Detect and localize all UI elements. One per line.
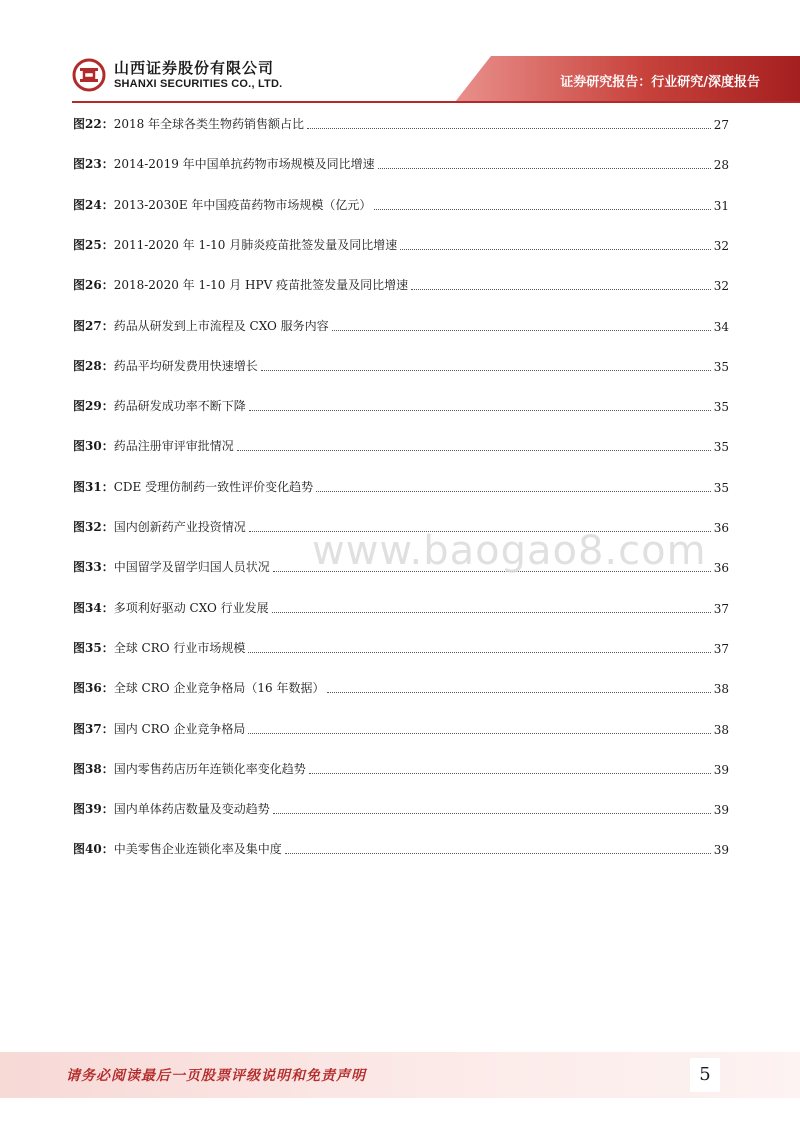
toc-entry-title — [73, 639, 245, 656]
toc-entry-label: 图38： — [73, 761, 114, 776]
toc-entry-text: 多项利好驱动 CXO 行业发展 — [113, 600, 269, 615]
toc-entry-title — [73, 397, 246, 414]
toc-entry-title — [73, 236, 397, 253]
toc-dot-leader — [374, 208, 710, 210]
toc-entry-text: 国内零售药店历年连锁化率变化趋势 — [113, 761, 306, 776]
toc-entry-label: 图26： — [73, 278, 114, 293]
toc-entry-text: 全球 CRO 行业市场规模 — [113, 640, 246, 655]
toc-entry-label: 图30： — [73, 439, 114, 454]
toc-entry-text: 全球 CRO 企业竞争格局（16 年数据） — [113, 681, 325, 696]
toc-entry-label: 图29： — [73, 399, 114, 414]
toc-entry-page: 35 — [713, 400, 729, 415]
toc-entry-text: 中国留学及留学归国人员状况 — [113, 560, 270, 575]
toc-entry[interactable] — [73, 354, 729, 374]
toc-entry[interactable] — [73, 837, 729, 857]
toc-entry-text: 2011-2020 年 1-10 月肺炎疫苗批签发量及同比增速 — [113, 237, 398, 252]
toc-dot-leader — [307, 127, 711, 129]
toc-dot-leader — [332, 329, 711, 331]
toc-entry-title — [73, 720, 245, 737]
toc-entry[interactable] — [73, 394, 729, 414]
toc-entry-title — [73, 357, 258, 374]
toc-dot-leader — [316, 490, 711, 492]
toc-entry[interactable] — [73, 314, 729, 334]
toc-entry-text: 国内创新药产业投资情况 — [113, 520, 246, 534]
toc-entry-title — [73, 518, 246, 535]
toc-entry[interactable] — [73, 112, 729, 132]
toc-entry-title — [73, 760, 306, 777]
toc-entry-text: 2018 年全球各类生物药销售额占比 — [113, 117, 305, 131]
toc-entry-label: 图32： — [73, 520, 114, 534]
toc-entry-label: 图23： — [73, 157, 114, 172]
watermark: www.baogao8.com — [312, 528, 707, 574]
toc-entry-page: 36 — [713, 561, 729, 576]
toc-entry-label: 图31： — [73, 479, 114, 494]
toc-entry-label: 图40： — [73, 842, 114, 857]
toc-entry-title — [73, 599, 269, 616]
toc-entry-page: 34 — [713, 319, 729, 334]
toc-entry-label: 图27： — [73, 318, 114, 333]
toc-entry-title — [73, 155, 375, 172]
toc-dot-leader — [309, 772, 711, 774]
toc-dot-leader — [272, 611, 711, 613]
toc-dot-leader — [400, 248, 710, 250]
company-name-en: SHANXI SECURITIES CO., LTD. — [114, 78, 283, 90]
toc-entry-page: 28 — [713, 158, 729, 173]
toc-entry-title — [73, 317, 329, 334]
toc-entry[interactable] — [73, 152, 729, 172]
toc-entry-label: 图36： — [73, 681, 114, 696]
toc-entry-label: 图25： — [73, 237, 114, 252]
toc-entry-title — [73, 276, 408, 293]
toc-entry-page: 32 — [713, 238, 729, 253]
toc-dot-leader — [411, 288, 711, 290]
toc-entry[interactable] — [73, 636, 729, 656]
toc-entry-title — [73, 196, 371, 213]
toc-entry-page: 32 — [713, 279, 729, 294]
toc-entry-page: 39 — [713, 803, 729, 818]
toc-entry-text: 药品研发成功率不断下降 — [113, 399, 246, 414]
company-logo-icon — [72, 58, 106, 92]
toc-entry-text: 药品注册审评审批情况 — [113, 439, 234, 454]
toc-entry-label: 图24： — [73, 197, 114, 212]
toc-entry-page: 31 — [713, 198, 729, 213]
toc-entry-page: 36 — [713, 521, 729, 535]
toc-dot-leader — [248, 732, 710, 734]
toc-entry-title — [73, 840, 282, 857]
toc-entry-text: CDE 受理仿制药一致性评价变化趋势 — [113, 479, 314, 494]
toc-entry-text: 药品平均研发费用快速增长 — [113, 358, 258, 373]
toc-dot-leader — [237, 449, 711, 451]
toc-entry-label: 图33： — [73, 560, 114, 575]
toc-entry-label: 图37： — [73, 721, 114, 736]
toc-entry-text: 2013-2030E 年中国疫苗药物市场规模（亿元） — [113, 197, 372, 212]
toc-entry-page: 37 — [713, 641, 729, 656]
toc-entry[interactable] — [73, 676, 729, 696]
toc-entry-title — [73, 478, 313, 495]
report-type-label: 证券研究报告：行业研究/深度报告 — [560, 75, 760, 90]
toc-entry-title — [73, 115, 304, 132]
toc-dot-leader — [327, 691, 710, 693]
toc-entry[interactable] — [73, 273, 729, 293]
toc-dot-leader — [378, 167, 711, 169]
toc-entry[interactable] — [73, 193, 729, 213]
toc-entry-title — [73, 800, 270, 817]
page-header — [0, 0, 800, 104]
toc-entry-label: 图34： — [73, 600, 114, 615]
toc-entry-page: 39 — [713, 843, 729, 858]
toc-entry-page: 38 — [713, 722, 729, 737]
company-name-cn: 山西证券股份有限公司 — [114, 59, 275, 77]
toc-entry-page: 38 — [713, 682, 729, 697]
toc-dot-leader — [248, 651, 710, 653]
toc-dot-leader — [285, 852, 711, 854]
toc-entry-text: 药品从研发到上市流程及 CXO 服务内容 — [113, 318, 329, 333]
toc-dot-leader — [249, 409, 711, 411]
toc-entry-page: 39 — [713, 762, 729, 777]
toc-entry-title — [73, 437, 234, 454]
toc-entry-page: 35 — [713, 440, 729, 455]
disclaimer-text: 请务必阅读最后一页股票评级说明和免责声明 — [66, 1068, 366, 1084]
toc-entry[interactable] — [73, 717, 729, 737]
toc-entry-label: 图35： — [73, 640, 114, 655]
toc-entry-text: 2018-2020 年 1-10 月 HPV 疫苗批签发量及同比增速 — [113, 278, 409, 293]
toc-entry-page: 35 — [713, 359, 729, 374]
toc-entry-label: 图39： — [73, 802, 114, 817]
toc-entry-text: 国内 CRO 企业竞争格局 — [113, 721, 246, 736]
toc-entry-title — [73, 679, 324, 696]
toc-entry-page: 27 — [713, 118, 729, 132]
toc-entry[interactable] — [73, 475, 729, 495]
toc-entry-label: 图22： — [73, 117, 114, 131]
toc-entry[interactable] — [73, 757, 729, 777]
toc-entry[interactable] — [73, 596, 729, 616]
toc-entry-label: 图28： — [73, 358, 114, 373]
toc-dot-leader — [273, 812, 711, 814]
toc-entry-text: 中美零售企业连锁化率及集中度 — [113, 842, 282, 857]
toc-entry[interactable] — [73, 434, 729, 454]
toc-dot-leader — [261, 369, 711, 371]
toc-entry-page: 37 — [713, 601, 729, 616]
page-number: 5 — [690, 1058, 720, 1092]
toc-entry-title — [73, 558, 270, 575]
header-divider — [72, 101, 800, 103]
toc-entry-text: 2014-2019 年中国单抗药物市场规模及同比增速 — [113, 157, 375, 172]
toc-entry[interactable] — [73, 233, 729, 253]
toc-entry-text: 国内单体药店数量及变动趋势 — [113, 802, 270, 817]
toc-entry[interactable] — [73, 797, 729, 817]
toc-entry-page: 35 — [713, 480, 729, 495]
